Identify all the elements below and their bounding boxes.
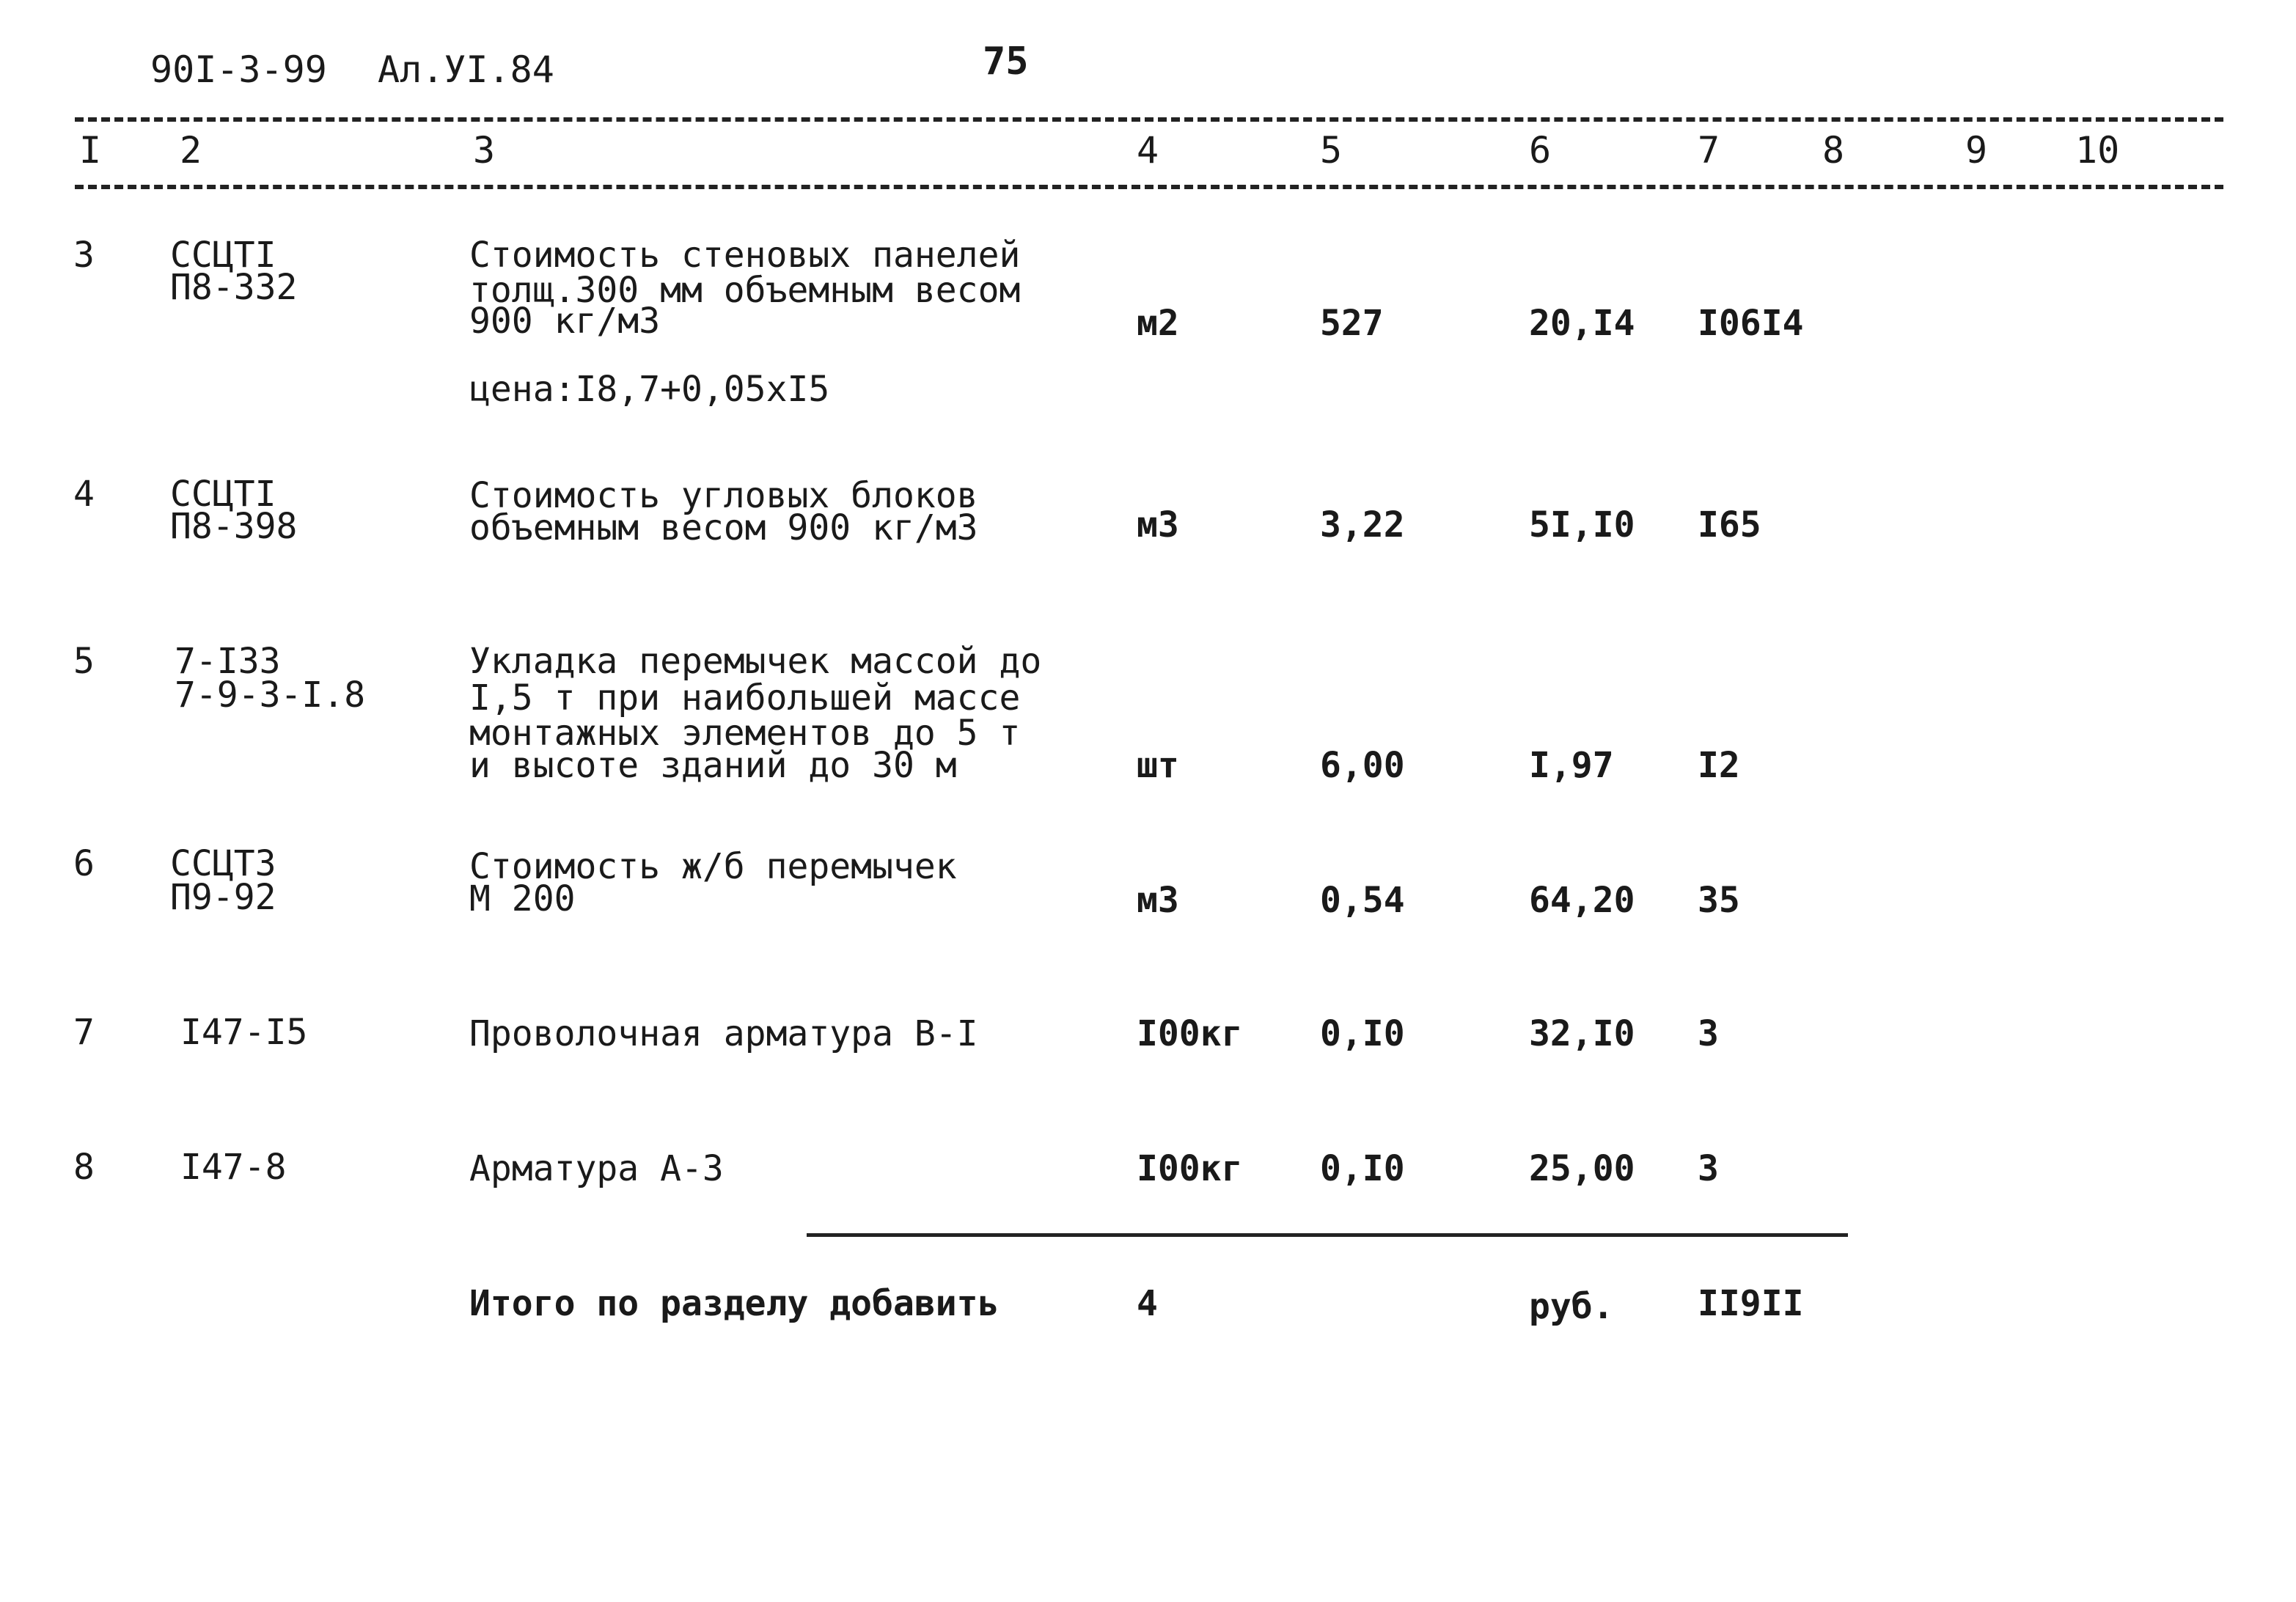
row-description-line: Проволочная арматура В-I [469,1013,978,1054]
row-total: I65 [1698,504,1761,545]
summary-column-4: 4 [1137,1283,1158,1324]
row-quantity: 3,22 [1320,504,1405,545]
row-unit: м3 [1137,880,1179,921]
row-unit-price: 32,I0 [1529,1013,1635,1054]
column-number: 4 [1137,129,1159,172]
row-unit-price: I,97 [1529,745,1614,786]
row-total: 3 [1698,1148,1719,1189]
row-unit: м2 [1137,303,1179,344]
summary-currency: руб. [1529,1286,1614,1327]
row-quantity: 6,00 [1320,745,1405,786]
row-description-line: М 200 [469,878,576,919]
row-unit-price: 5I,I0 [1529,504,1635,545]
row-quantity: 0,I0 [1320,1013,1405,1054]
row-quantity: 0,54 [1320,880,1405,921]
row-number: 5 [73,641,95,682]
row-description-line: Укладка перемычек массой до [469,641,1042,682]
row-total: I2 [1698,745,1740,786]
row-unit-price: 25,00 [1529,1148,1635,1189]
row-description-line: Стоимость угловых блоков [469,475,978,516]
row-total: I06I4 [1698,303,1804,344]
row-code-line: ССЦТ3 [170,843,276,884]
row-quantity: 0,I0 [1320,1148,1405,1189]
row-price-note: цена:I8,7+0,05хI5 [469,369,830,410]
row-unit-price: 64,20 [1529,880,1635,921]
row-code-line: I47-I5 [180,1012,308,1053]
column-number: 3 [473,129,496,172]
row-unit: I00кг [1137,1148,1243,1189]
row-description-line: I,5 т при наибольшей массе [469,677,1021,719]
page-number: 75 [983,40,1029,84]
row-description-line: Стоимость стеновых панелей [469,235,1021,276]
row-description-line: Стоимость ж/б перемычек [469,846,957,887]
summary-rule [807,1233,1848,1237]
row-number: 7 [73,1012,95,1053]
column-number: 7 [1698,129,1720,172]
row-description-line: и высоте зданий до 30 м [469,745,957,786]
row-description-line: монтажных элементов до 5 т [469,713,1021,754]
header-rule-bottom [75,185,2223,189]
row-description-line: 900 кг/м3 [469,301,661,342]
column-number: I [79,129,102,172]
row-number: 6 [73,843,95,884]
row-code-line: П8-398 [170,506,298,547]
row-unit: м3 [1137,504,1179,545]
summary-total: II9II [1698,1283,1804,1324]
row-unit: I00кг [1137,1013,1243,1054]
album-reference: Ал.УI.84 [378,48,554,91]
row-unit: шт [1137,745,1179,786]
column-number: 10 [2075,129,2120,172]
row-description-line: объемным весом 900 кг/м3 [469,507,978,548]
column-number: 6 [1529,129,1552,172]
document-code: 90I-3-99 [150,48,327,91]
row-code-line: 7-I33 [175,641,281,682]
column-number: 9 [1965,129,1988,172]
header-rule-top [75,117,2223,122]
column-number: 8 [1822,129,1845,172]
row-code-line: ССЦТI [170,235,276,276]
row-number: 4 [73,474,95,515]
row-code-line: ССЦТI [170,474,276,515]
row-code-line: I47-8 [180,1147,287,1188]
row-description-line: толщ.300 мм объемным весом [469,270,1021,311]
row-code-line: П8-332 [170,267,298,308]
column-number: 5 [1320,129,1343,172]
summary-label: Итого по разделу добавить [469,1283,1000,1324]
column-number: 2 [180,129,202,172]
row-description-line: Арматура А-3 [469,1148,724,1189]
row-code-line: П9-92 [170,877,276,918]
row-unit-price: 20,I4 [1529,303,1635,344]
row-quantity: 527 [1320,303,1384,344]
row-total: 3 [1698,1013,1719,1054]
row-code-line: 7-9-3-I.8 [175,675,366,716]
row-number: 3 [73,235,95,276]
row-number: 8 [73,1147,95,1188]
row-total: 35 [1698,880,1740,921]
